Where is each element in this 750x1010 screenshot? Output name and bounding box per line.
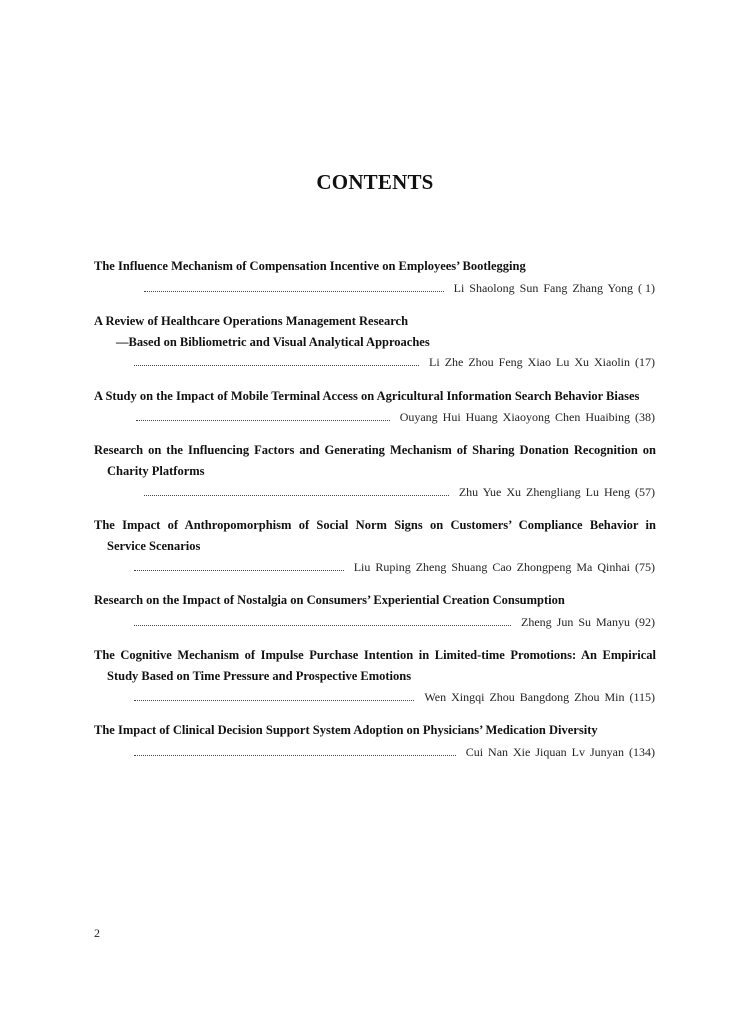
toc-entry-reference bbox=[134, 742, 655, 760]
page-number: 2 bbox=[94, 926, 100, 940]
toc-entry-reference bbox=[144, 278, 655, 296]
toc-entry-title[interactable] bbox=[94, 515, 656, 557]
toc-entry-page: (134) bbox=[629, 745, 655, 759]
toc-entry-subtitle: —Based on Bibliometric and Visual Analytical Approaches bbox=[116, 335, 430, 349]
page-title: CONTENTS bbox=[316, 170, 434, 194]
toc-entry-authors: Zhu Yue Xu Zhengliang Lu Heng bbox=[458, 485, 630, 499]
toc-entry-page: (38) bbox=[635, 410, 655, 424]
toc-entry-title[interactable]: A Review of Healthcare Operations Management Research bbox=[94, 314, 409, 328]
toc-entry-authors: Zheng Jun Su Manyu bbox=[521, 615, 630, 629]
toc-entry-authors: Li Zhe Zhou Feng Xiao Lu Xu Xiaolin bbox=[429, 355, 630, 369]
toc-entry-authors: Li Shaolong Sun Fang Zhang Yong bbox=[453, 281, 633, 295]
toc-entry-title[interactable]: A Study on the Impact of Mobile Terminal Access on Agricultural Information Search Behavior Biases bbox=[94, 389, 640, 403]
toc-entry-reference bbox=[134, 557, 655, 575]
toc-entry-authors: Cui Nan Xie Jiquan Lv Junyan bbox=[465, 745, 624, 759]
toc-entry-title[interactable]: The Influence Mechanism of Compensation Incentive on Employees’ Bootlegging bbox=[94, 259, 526, 273]
toc-entry-page: ( 1) bbox=[638, 281, 655, 295]
toc-entry-reference bbox=[136, 407, 655, 425]
toc-entry-page: (115) bbox=[629, 690, 655, 704]
dot-leader bbox=[144, 290, 444, 292]
dot-leader bbox=[134, 754, 456, 756]
dot-leader bbox=[134, 624, 511, 626]
dot-leader bbox=[144, 494, 449, 496]
dot-leader bbox=[134, 364, 419, 366]
toc-entry-reference bbox=[134, 352, 655, 370]
toc-entry-title-line: The Cognitive Mechanism of Impulse Purchase Intention in Limited-time Promotions: An Empirical bbox=[94, 648, 656, 662]
toc-entry-title-line: The Impact of Anthropomorphism of Social Norm Signs on Customers’ Compliance Behavior in bbox=[94, 518, 656, 532]
toc-entry-title-line: Service Scenarios bbox=[107, 539, 201, 553]
toc-entry-page: (17) bbox=[635, 355, 655, 369]
toc-entry-page: (75) bbox=[635, 560, 655, 574]
toc-entry-authors: Ouyang Hui Huang Xiaoyong Chen Huaibing bbox=[399, 410, 630, 424]
toc-entry-title-line: Research on the Influencing Factors and Generating Mechanism of Sharing Donation Recognition on bbox=[94, 443, 656, 457]
dot-leader bbox=[134, 699, 414, 701]
toc-entry-title[interactable]: Research on the Impact of Nostalgia on Consumers’ Experiential Creation Consumption bbox=[94, 593, 565, 607]
toc-entry-reference bbox=[144, 482, 655, 500]
toc-entry-title-line: Charity Platforms bbox=[107, 464, 205, 478]
toc-entry-page: (57) bbox=[635, 485, 655, 499]
toc-entry-authors: Liu Ruping Zheng Shuang Cao Zhongpeng Ma Qinhai bbox=[353, 560, 630, 574]
toc-entry-title[interactable]: The Impact of Clinical Decision Support System Adoption on Physicians’ Medication Diversity bbox=[94, 723, 598, 737]
toc-entry-authors: Wen Xingqi Zhou Bangdong Zhou Min bbox=[424, 690, 625, 704]
toc-entry-reference bbox=[134, 612, 655, 630]
toc-entry-title[interactable] bbox=[94, 645, 656, 687]
toc-entry-reference bbox=[134, 687, 655, 705]
dot-leader bbox=[134, 569, 344, 571]
toc-entry-page: (92) bbox=[635, 615, 655, 629]
toc-entry-title[interactable] bbox=[94, 440, 656, 482]
dot-leader bbox=[136, 419, 390, 421]
toc-entry-title-line: Study Based on Time Pressure and Prospective Emotions bbox=[107, 669, 412, 683]
